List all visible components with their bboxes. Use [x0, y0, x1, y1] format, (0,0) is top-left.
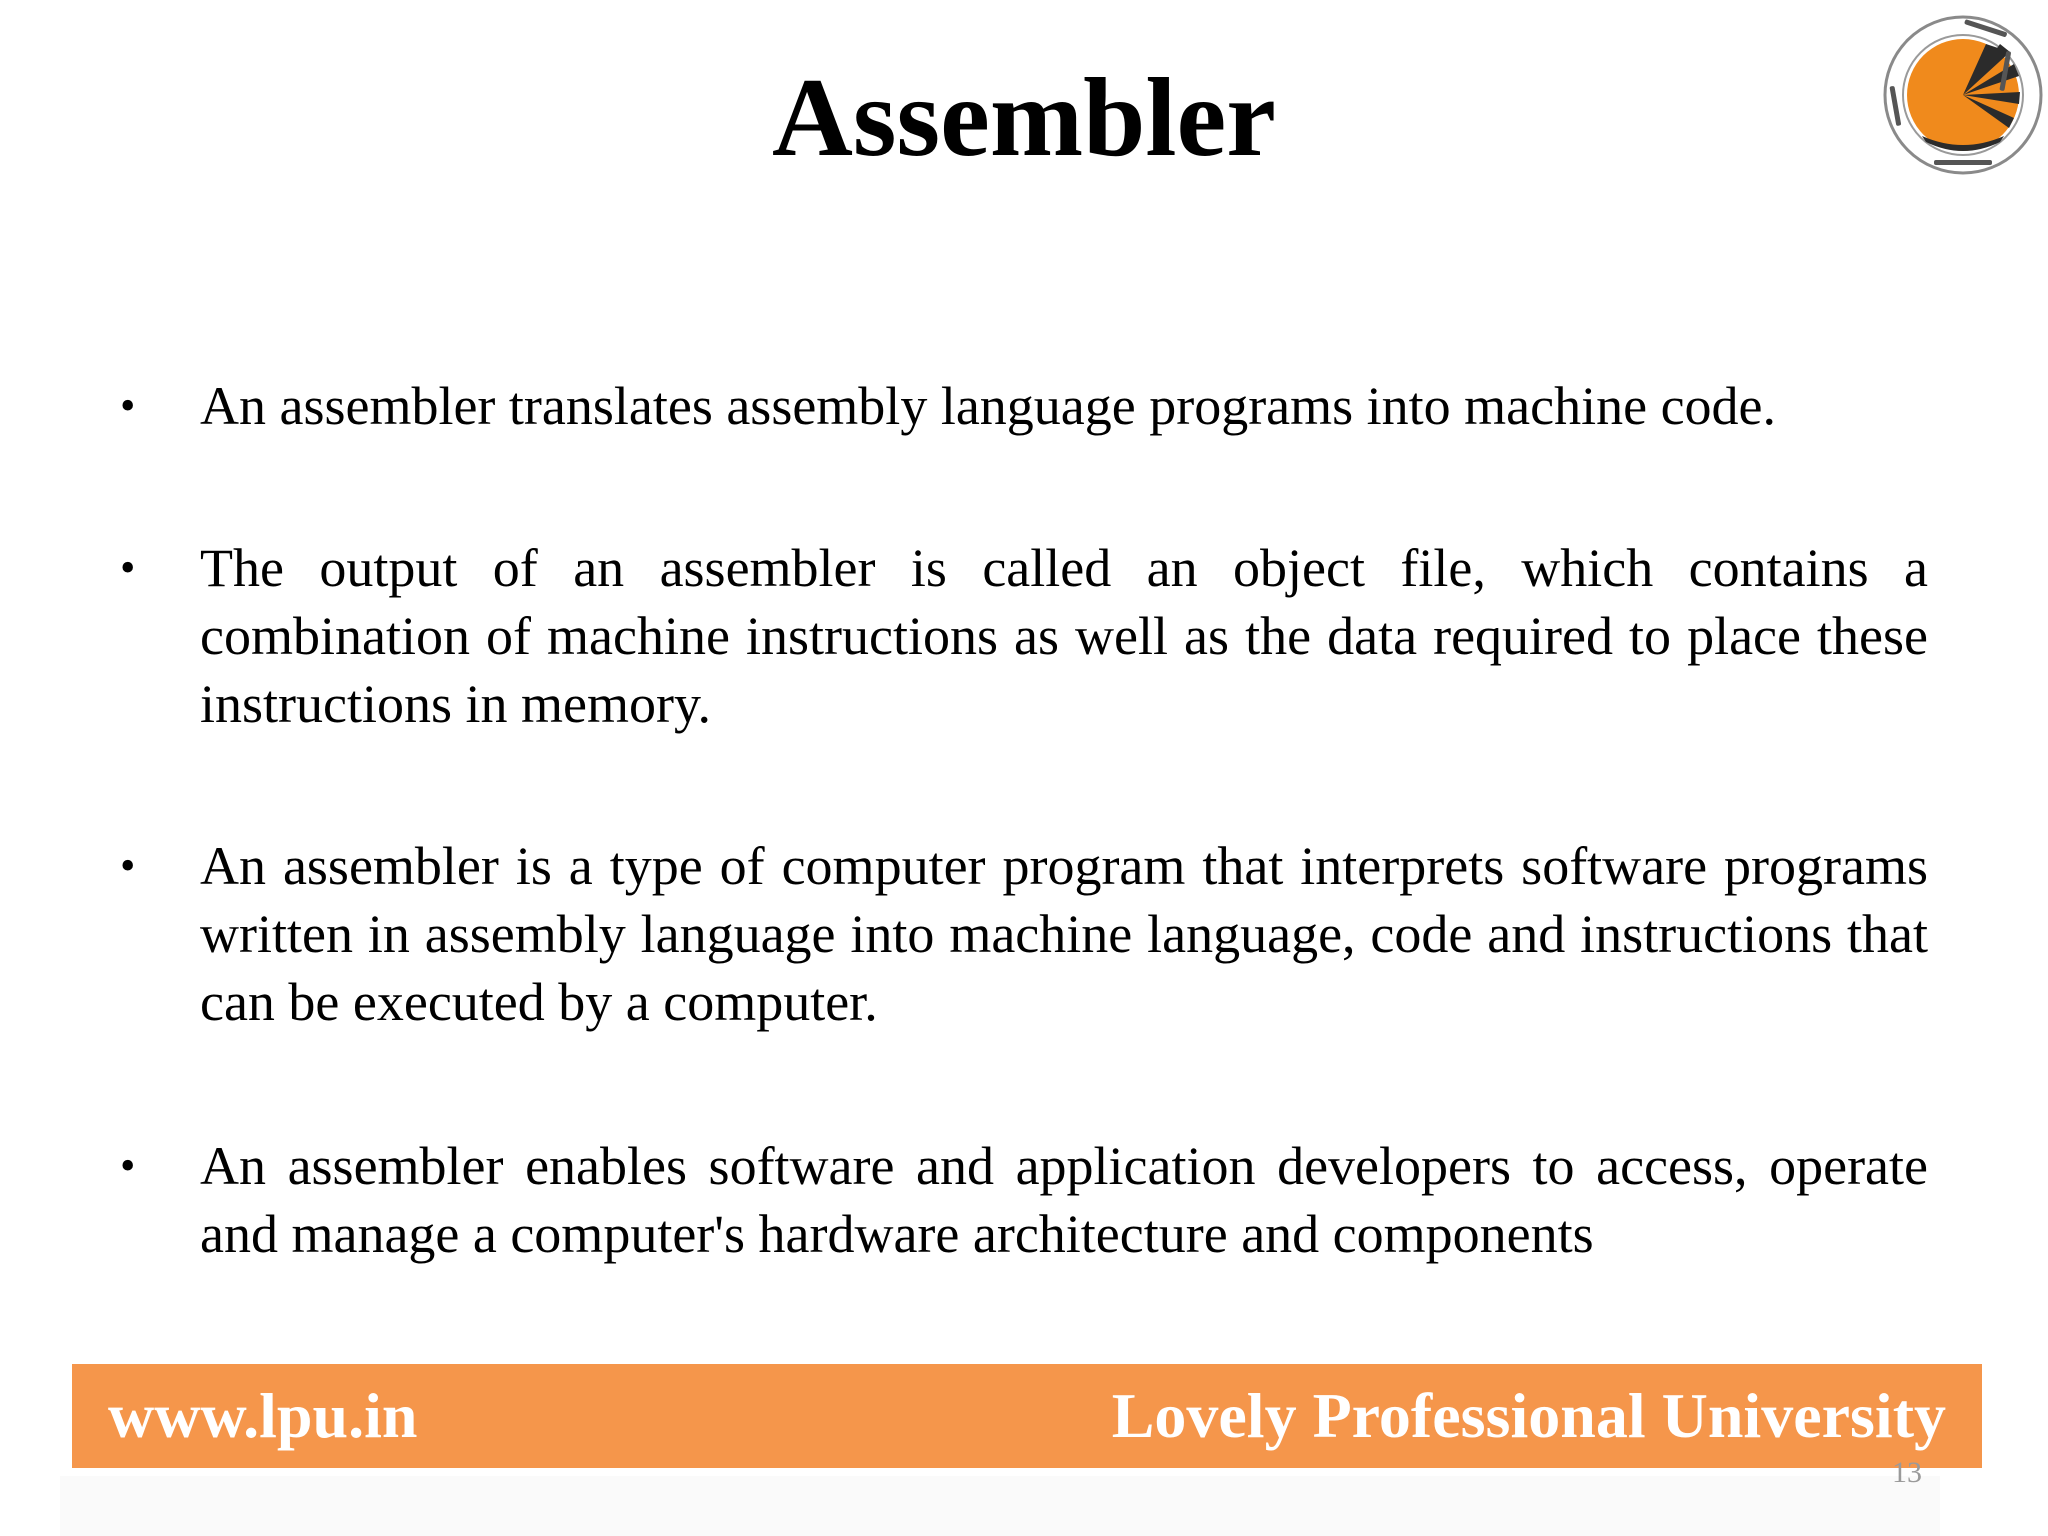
bullet-text: An assembler enables software and application developers to access, operate and manage a computer's hardware architecture and components	[200, 1136, 1928, 1264]
slide-title: Assembler	[772, 56, 1276, 180]
bullet-marker: •	[120, 1141, 136, 1190]
bullet-marker: •	[120, 381, 136, 430]
bullet-list	[120, 372, 1928, 1362]
bullet-item	[120, 1132, 1928, 1268]
bullet-marker: •	[120, 841, 136, 890]
bullet-marker: •	[120, 543, 136, 592]
bullet-text: An assembler is a type of computer program that interprets software programs written in assembly language into machine language, code and instructions that can be executed by a computer.	[200, 836, 1928, 1032]
bullet-item	[120, 832, 1928, 1036]
bullet-text: The output of an assembler is called an object file, which contains a combination of machine instructions as well as the data required to place these instructions in memory.	[200, 538, 1928, 734]
bullet-item	[120, 534, 1928, 738]
page-number: 13	[1892, 1456, 1922, 1489]
lpu-seal-icon	[1882, 14, 2044, 176]
bottom-shade	[60, 1476, 1940, 1536]
footer-university-name: Lovely Professional University	[1111, 1380, 1946, 1451]
university-logo	[1882, 14, 2044, 176]
footer-website: www.lpu.in	[108, 1380, 418, 1451]
bullet-item	[120, 372, 1928, 440]
footer-bar	[72, 1364, 1982, 1468]
bullet-text: An assembler translates assembly language programs into machine code.	[200, 376, 1777, 436]
